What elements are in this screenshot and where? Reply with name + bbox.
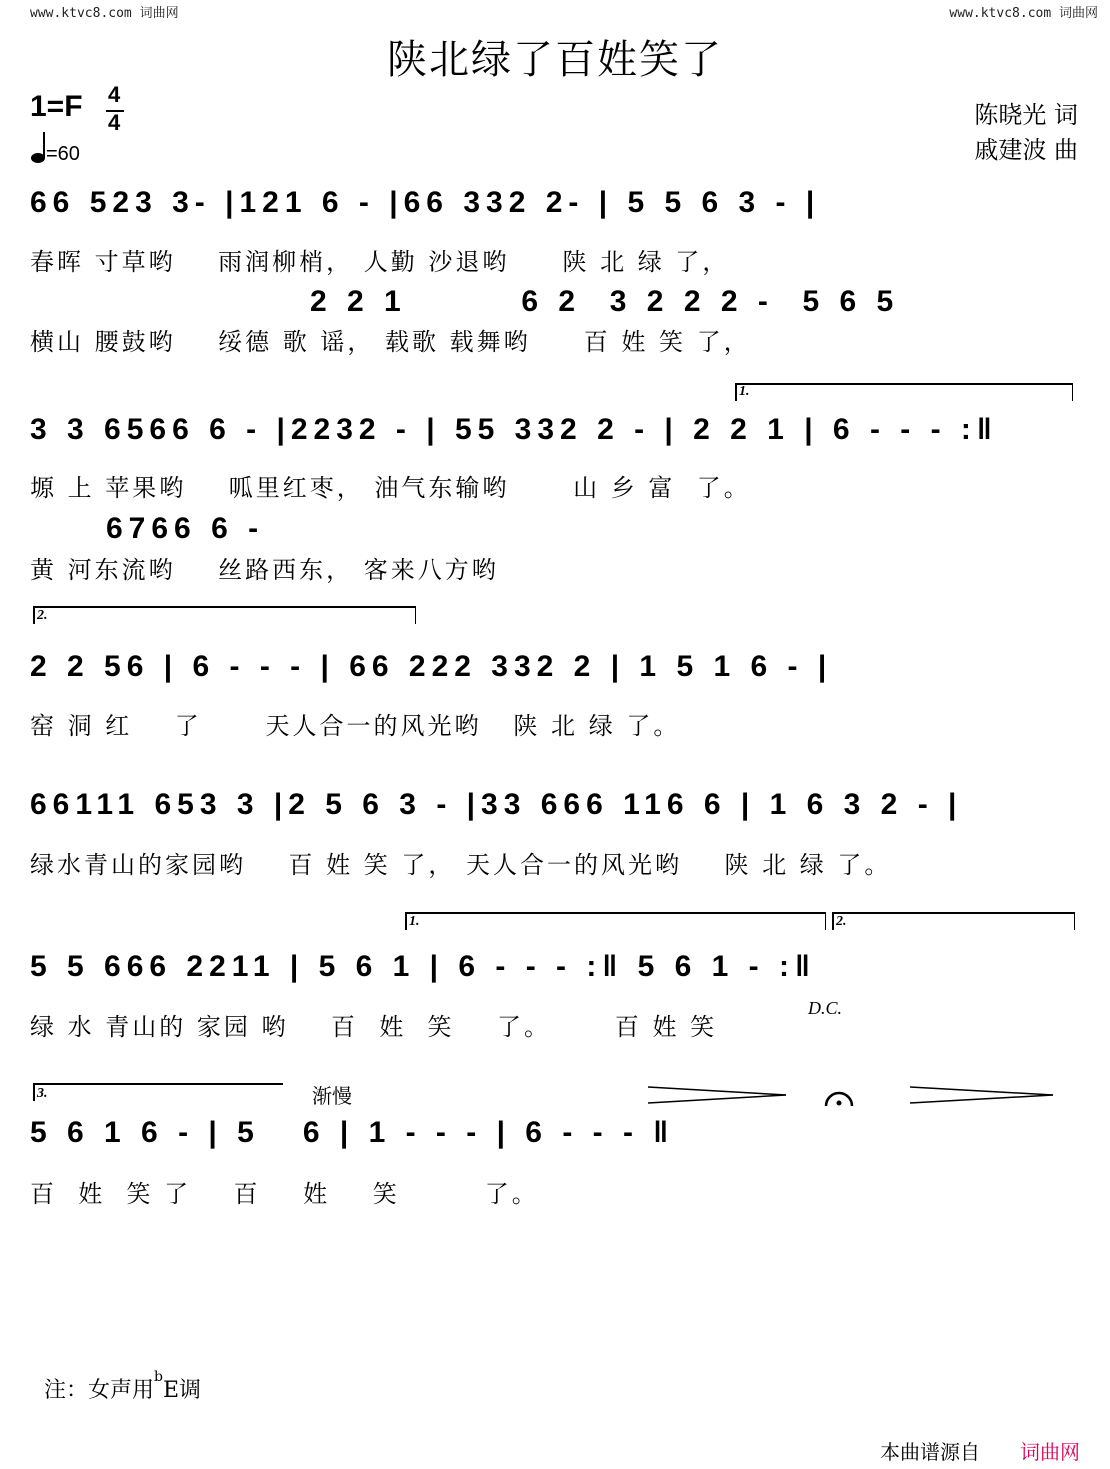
watermark-left: www.ktvc8.com 词曲网 [30, 6, 179, 21]
note-key: E调 [162, 1378, 202, 1403]
volta-1-bracket-b [405, 912, 826, 930]
lyrics-row-4: 绿水青山的家园哟 百 姓 笑 了， 天人合一的风光哟 陕 北 绿 了。 [30, 851, 892, 879]
volta-1-bracket-a [735, 383, 1073, 401]
footer-site-link[interactable]: 词曲网 [1020, 1440, 1080, 1464]
note-label: 注：女声用 [44, 1378, 155, 1403]
lyrics-row-3: 窑 洞 红 了 天人合一的风光哟 陕 北 绿 了。 [30, 712, 681, 740]
lyrics-row-6: 百 姓 笑 了 百 姓 笑 了。 [30, 1180, 539, 1208]
lyrics-row-2-verse-2: 黄 河东流哟 丝路西东， 客来八方哟 [30, 556, 499, 584]
volta-2-bracket-a [33, 606, 416, 624]
watermark-right: www.ktvc8.com 词曲网 [949, 6, 1098, 21]
volta-2-label-a: 2. [37, 608, 48, 623]
volta-3-label: 3. [37, 1086, 48, 1101]
notation-row-1: 66 523 3- |121 6 - |66 332 2- | 5 5 6 3 - | [30, 186, 821, 219]
decrescendo-hairpin-1-icon [648, 1085, 788, 1109]
key-signature: 1=F [30, 90, 83, 123]
volta-2-label-b: 2. [836, 914, 847, 929]
notation-row-5: 5 5 666 2211 | 5 6 1 | 6 - - - :‖ 5 6 1 - :‖ [30, 950, 816, 983]
notation-row-4: 66111 653 3 |2 5 6 3 - |33 666 116 6 | 1 6 3 2 - | [30, 788, 963, 821]
volta-3-bracket [33, 1083, 283, 1101]
notation-row-2-alt: 6766 6 - [106, 512, 265, 545]
footer-source-label: 本曲谱源自 [880, 1440, 980, 1464]
notation-row-3: 2 2 56 | 6 - - - | 66 222 332 2 | 1 5 1 6 - | [30, 650, 833, 683]
composer: 戚建波 曲 [974, 136, 1078, 164]
ritardando-mark: 渐慢 [312, 1084, 352, 1108]
notation-row-1-alt: 2 2 1 6 2 3 2 2 2 - 5 6 5 [310, 285, 900, 318]
notation-row-6: 5 6 1 6 - | 5 6 | 1 - - - | 6 - - - ‖ [30, 1116, 675, 1149]
notation-row-2: 3 3 6566 6 - |2232 - | 55 332 2 - | 2 2 1 | 6 - - - :‖ [30, 413, 998, 446]
decrescendo-hairpin-2-icon [910, 1085, 1055, 1109]
lyrics-row-1-verse-2: 横山 腰鼓哟 绥德 歌 谣， 载歌 载舞哟 百 姓 笑 了， [30, 328, 751, 356]
lyrics-row-1-verse-1: 春晖 寸草哟 雨润柳梢， 人勤 沙退哟 陕 北 绿 了， [30, 248, 730, 276]
note-flat: b [154, 1369, 163, 1385]
time-signature-bottom: 4 [108, 110, 121, 135]
volta-1-label-a: 1. [739, 384, 750, 399]
volta-1-label-b: 1. [409, 914, 420, 929]
performance-note [30, 1348, 201, 1404]
fermata-icon [824, 1088, 854, 1112]
lyricist: 陈晓光 词 [974, 101, 1078, 129]
time-signature-top: 4 [108, 82, 121, 107]
volta-2-bracket-b [832, 912, 1075, 930]
song-title: 陕北绿了百姓笑了 [387, 37, 723, 83]
lyrics-row-5: 绿 水 青山的 家园 哟 百 姓 笑 了。 百 姓 笑 [30, 1013, 718, 1041]
tempo-mark: =60 [46, 143, 80, 165]
da-capo-mark: D.C. [808, 998, 843, 1018]
lyrics-row-2-verse-1: 塬 上 苹果哟 呱里红枣， 油气东输哟 山 乡 富 了。 [30, 474, 751, 502]
